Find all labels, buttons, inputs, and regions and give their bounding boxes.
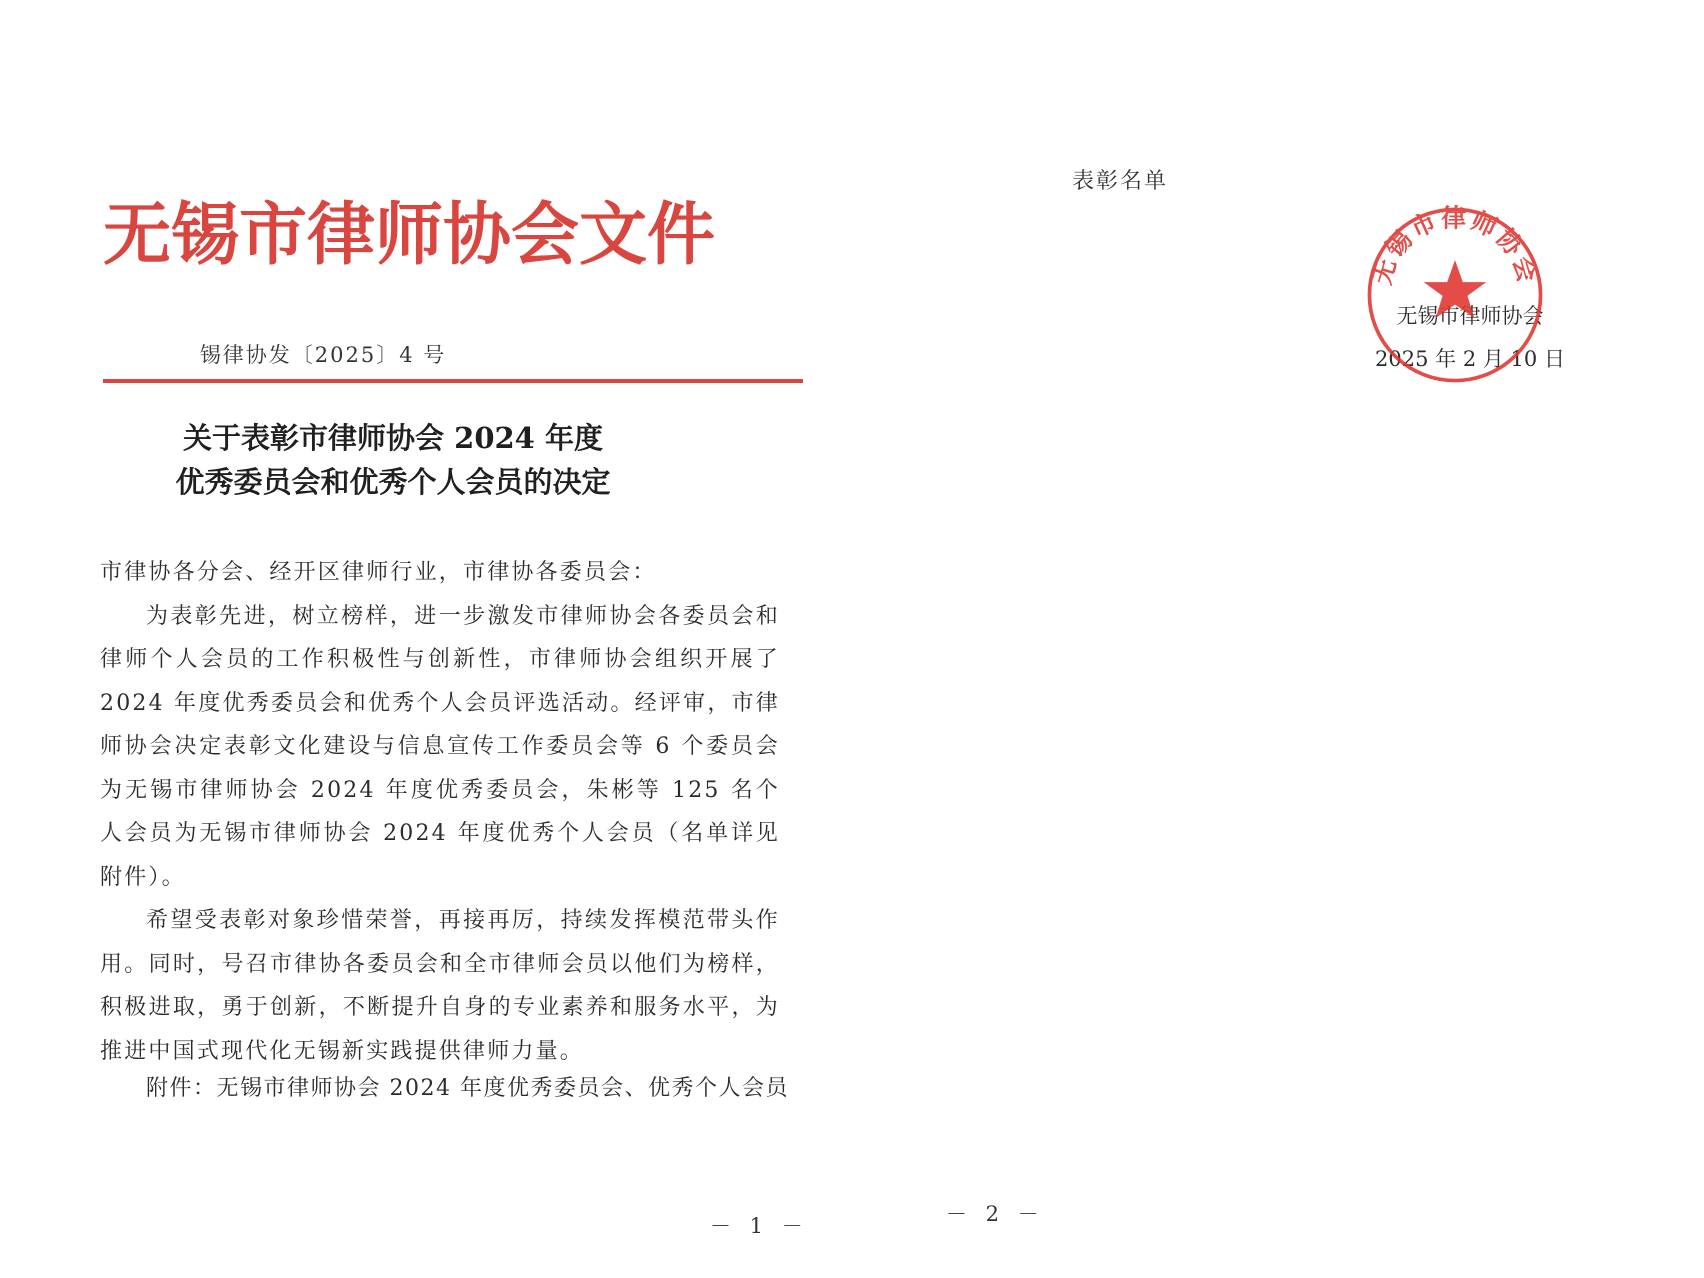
document-title-line-1: 关于表彰市律师协会 2024 年度 <box>183 421 603 455</box>
list-label: 表彰名单 <box>1072 169 1169 194</box>
document-title-line-2: 优秀委员会和优秀个人会员的决定 <box>175 465 611 499</box>
signature-organization: 无锡市律师协会 <box>1396 304 1544 328</box>
seal-text: 无锡市律师协会 <box>1367 203 1543 288</box>
document-title <box>103 416 803 504</box>
page-number-1: － 1 － <box>710 1214 809 1238</box>
body-paragraph-2: 希望受表彰对象珍惜荣誉，再接再厉，持续发挥模范带头作用。同时，号召市律协各委员会和全市律师会员以他们为榜样，积极进取，勇于创新，不断提升自身的专业素养和服务水平，为推进中国式现代化无锡新实践提供律师力量。 <box>100 908 780 1064</box>
document-header-title: 无锡市律师协会文件 <box>103 195 716 275</box>
document-page-2 <box>852 0 1704 1278</box>
signature-date: 2025 年 2 月 10 日 <box>1375 347 1565 371</box>
page-number-2: － 2 － <box>946 1202 1045 1226</box>
salutation: 市律协各分会、经开区律师行业，市律协各委员会： <box>100 560 657 585</box>
red-divider-line <box>103 379 803 383</box>
document-number: 锡律协发〔2025〕4 号 <box>199 343 447 367</box>
document-body <box>100 551 780 1073</box>
attachment-note: 附件：无锡市律师协会 2024 年度优秀委员会、优秀个人会员 <box>146 1076 789 1101</box>
official-seal-stamp-icon <box>1363 203 1547 387</box>
body-paragraph-1: 为表彰先进，树立榜样，进一步激发市律师协会各委员会和律师个人会员的工作积极性与创新性，市律师协会组织开展了 2024 年度优秀委员会和优秀个人会员评选活动。经评审，市律师协会决定表彰文化建设与信息宣传工作委员会等 6 个委员会为无锡市律师协会 2024 年度优秀委员会，朱彬等 125 名个人会员为无锡市律师协会 2024 年度优秀个人会员（名单详见附件）。 <box>100 603 780 890</box>
